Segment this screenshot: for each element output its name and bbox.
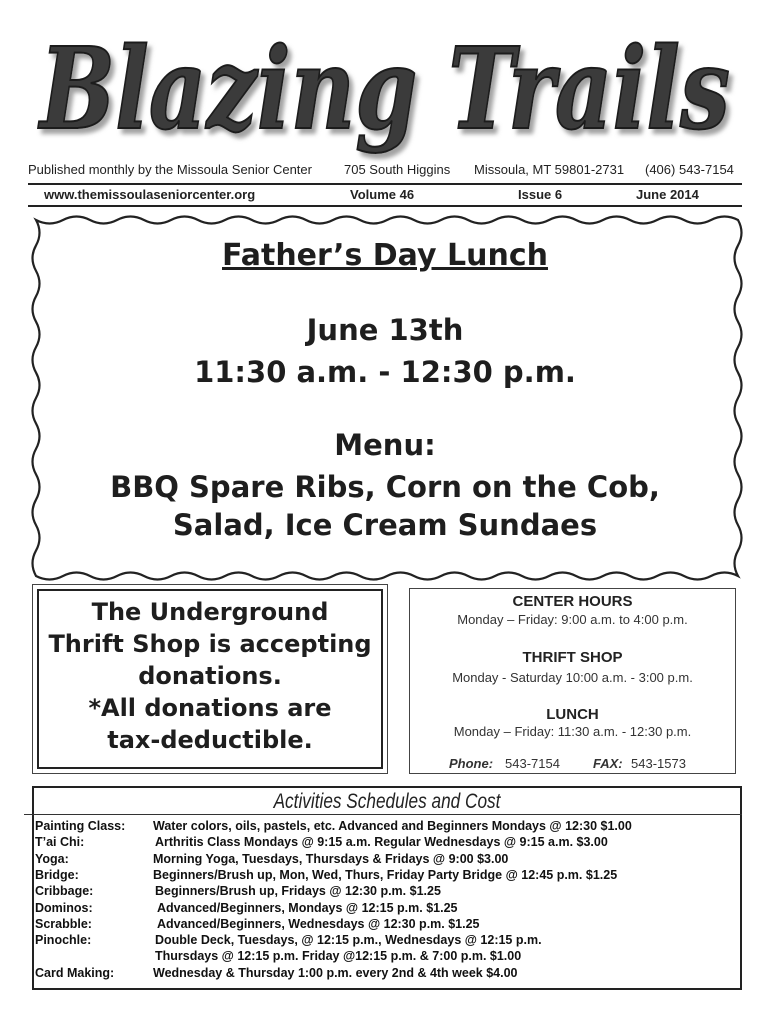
issue-date: June 2014 (636, 187, 699, 202)
newsletter-title: Blazing Trails (37, 24, 731, 155)
activity-details: Beginners/Brush up, Mon, Wed, Thurs, Friday Party Bridge @ 12:45 p.m. $1.25 (153, 867, 618, 882)
thrift-line: tax-deductible. (107, 726, 313, 754)
address: 705 South Higgins (344, 162, 451, 177)
lunch-hours-text: Monday – Friday: 11:30 a.m. - 12:30 p.m. (453, 724, 692, 739)
divider (28, 183, 742, 185)
masthead-logo (0, 0, 770, 165)
thrift-hours-text: Monday - Saturday 10:00 a.m. - 3:00 p.m. (452, 670, 693, 685)
center-hours-heading: CENTER HOURS (512, 593, 633, 610)
volume: Volume 46 (350, 187, 415, 202)
activity-row (35, 835, 735, 851)
activity-details: Morning Yoga, Tuesdays, Thursdays & Fridays @ 9:00 $3.00 (153, 851, 509, 866)
fax-value: 543-1573 (631, 756, 686, 771)
activity-details: Thursdays @ 12:15 p.m. Friday @12:15 p.m. & 7:00 p.m. $1.00 (155, 949, 522, 964)
phone: (406) 543-7154 (645, 162, 734, 177)
activity-details: Advanced/Beginners, Mondays @ 12:15 p.m. $1.25 (157, 900, 458, 915)
divider (28, 205, 742, 207)
city: Missoula, MT 59801-2731 (474, 162, 625, 177)
menu-line-1: BBQ Spare Ribs, Corn on the Cob, (110, 470, 660, 504)
website-link[interactable]: www.themissoulaseniorcenter.org (44, 187, 256, 202)
menu-label: Menu: (334, 428, 436, 462)
issue: Issue 6 (518, 187, 563, 202)
phone-value: 543-7154 (505, 756, 560, 771)
activity-details: Wednesday & Thursday 1:00 p.m. every 2nd & 4th week $4.00 (153, 965, 518, 980)
activity-name: Dominos: (35, 900, 93, 915)
activity-row (35, 884, 735, 900)
lunch-date: June 13th (306, 313, 464, 347)
activity-row (35, 901, 735, 917)
activity-row (35, 819, 735, 835)
lunch-hours-heading: LUNCH (546, 706, 599, 723)
activity-row (35, 966, 735, 982)
activity-name: Painting Class: (35, 819, 126, 833)
activity-details: Arthritis Class Mondays @ 9:15 a.m. Regular Wednesdays @ 9:15 a.m. $3.00 (155, 835, 608, 850)
activity-name: Pinochle: (35, 933, 92, 948)
activity-name: T’ai Chi: (35, 835, 85, 850)
activity-row (35, 949, 735, 965)
activity-details: Beginners/Brush up, Fridays @ 12:30 p.m. $1.25 (155, 884, 441, 899)
activity-row (35, 852, 735, 868)
center-hours-text: Monday – Friday: 9:00 a.m. to 4:00 p.m. (457, 612, 688, 627)
thrift-line: Thrift Shop is accepting (48, 630, 372, 658)
thrift-line: The Underground (91, 598, 329, 626)
divider (24, 814, 742, 815)
activity-details: Double Deck, Tuesdays, @ 12:15 p.m., Wednesdays @ 12:15 p.m. (155, 933, 542, 948)
menu-line-2: Salad, Ice Cream Sundaes (172, 508, 598, 542)
fax-label: FAX: (593, 756, 623, 771)
published-by: Published monthly by the Missoula Senior Center (28, 162, 312, 177)
fathers-day-title: Father’s Day Lunch (222, 238, 548, 273)
thrift-line: donations. (138, 662, 282, 690)
activity-name: Card Making: (35, 965, 115, 980)
activity-name: Scrabble: (35, 916, 92, 931)
activity-row (35, 933, 735, 949)
phone-label: Phone: (449, 756, 494, 771)
thrift-line: *All donations are (88, 694, 332, 722)
activity-row (35, 868, 735, 884)
activity-row (35, 917, 735, 933)
thrift-hours-heading: THRIFT SHOP (522, 649, 623, 666)
activities-title: Activities Schedules and Cost (273, 790, 501, 813)
activity-name: Cribbage: (35, 884, 94, 899)
activity-name: Bridge: (35, 867, 79, 882)
lunch-time: 11:30 a.m. - 12:30 p.m. (194, 355, 576, 389)
activity-name: Yoga: (35, 851, 69, 866)
activity-details: Water colors, oils, pastels, etc. Advanced and Beginners Mondays @ 12:30 $1.00 (153, 819, 632, 833)
activity-details: Advanced/Beginners, Wednesdays @ 12:30 p.m. $1.25 (157, 916, 480, 931)
